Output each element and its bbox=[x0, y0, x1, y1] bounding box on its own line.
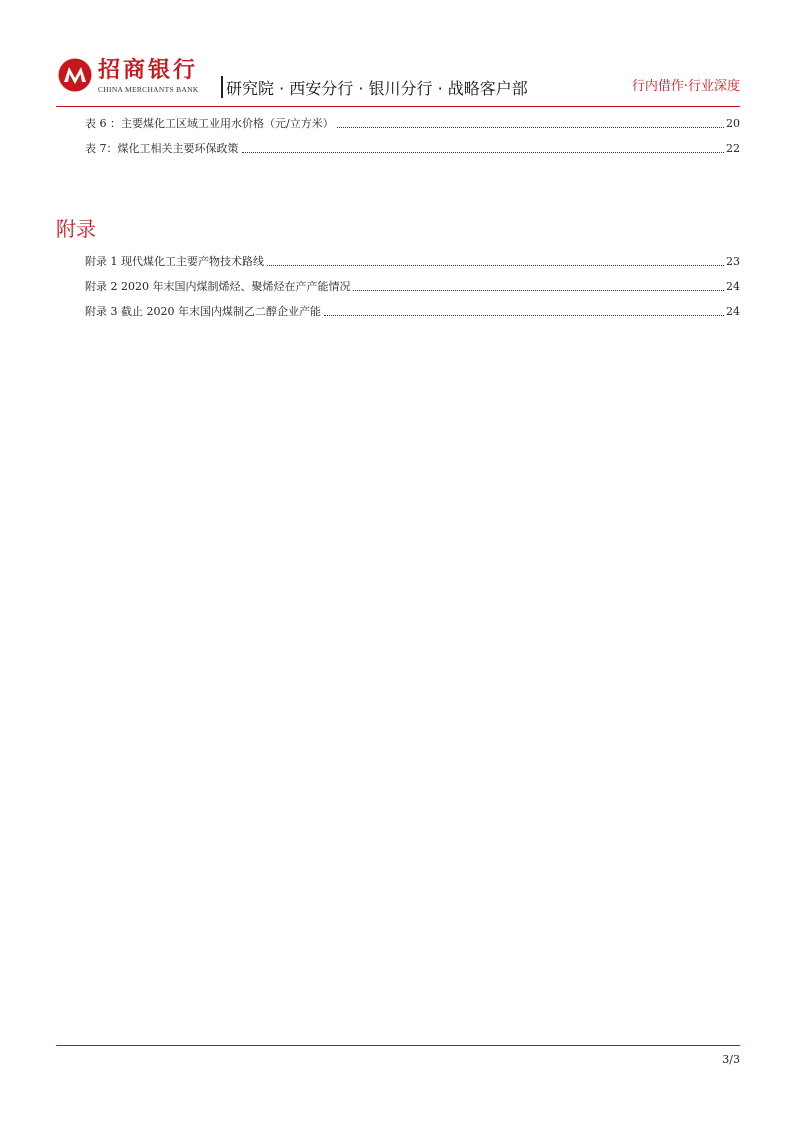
toc-entry-text: 表 7：煤化工相关主要环保政策 bbox=[85, 142, 239, 155]
page-number: 3/3 bbox=[722, 1053, 740, 1066]
toc-entry-appendix-1[interactable] bbox=[85, 253, 740, 269]
header-organization: 研究院 · 西安分行 · 银川分行 · 战略客户部 bbox=[226, 79, 528, 98]
toc-entry-appendix-2[interactable] bbox=[85, 278, 740, 294]
appendix-section-title: 附录 bbox=[56, 217, 96, 241]
toc-entry-page: 24 bbox=[726, 305, 740, 318]
toc-entry-page: 23 bbox=[726, 255, 740, 268]
toc-leader-dots bbox=[324, 314, 724, 316]
toc-entry-text: 附录 2 2020 年末国内煤制烯烃、聚烯烃在产产能情况 bbox=[85, 280, 351, 293]
bank-name-cn: 招商银行 bbox=[98, 58, 199, 83]
bank-name-en: CHINA MERCHANTS BANK bbox=[98, 85, 199, 94]
toc-leader-dots bbox=[353, 289, 724, 291]
toc-entry-appendix-3[interactable] bbox=[85, 303, 740, 319]
toc-entry-text: 表 6 ：主要煤化工区域工业用水价格（元/立方米） bbox=[85, 117, 334, 130]
toc-leader-dots bbox=[267, 264, 724, 266]
toc-entry-text: 附录 3 截止 2020 年末国内煤制乙二醇企业产能 bbox=[85, 305, 321, 318]
report-category: 行内借作·行业深度 bbox=[631, 79, 740, 94]
toc-entry-page: 22 bbox=[726, 142, 740, 155]
header-divider bbox=[56, 106, 740, 107]
toc-entry-table-6[interactable] bbox=[85, 115, 740, 131]
header-separator bbox=[221, 76, 223, 98]
toc-entry-page: 20 bbox=[726, 117, 740, 130]
toc-entry-table-7[interactable] bbox=[85, 140, 740, 156]
toc-leader-dots bbox=[242, 151, 725, 153]
toc-leader-dots bbox=[337, 126, 724, 128]
toc-entry-text: 附录 1 现代煤化工主要产物技术路线 bbox=[85, 255, 264, 268]
footer-divider bbox=[56, 1045, 740, 1046]
bank-logo-icon bbox=[58, 58, 92, 92]
toc-entry-page: 24 bbox=[726, 280, 740, 293]
page-header bbox=[56, 58, 740, 106]
